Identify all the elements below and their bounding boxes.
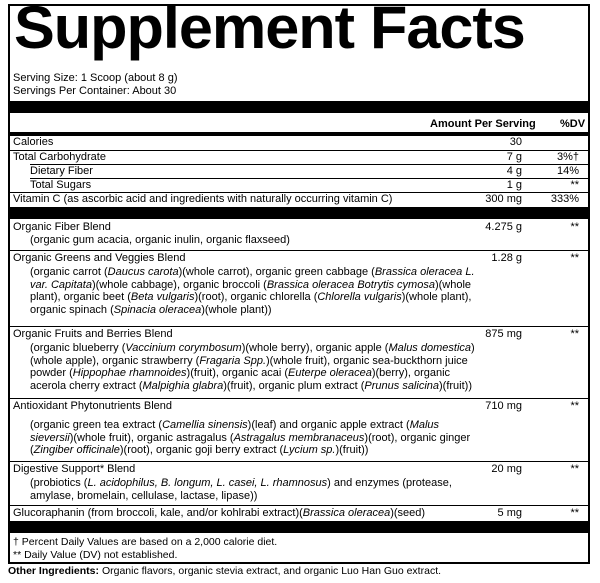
blend-ingredients: (organic blueberry (Vaccinium corymbosum)(whole berry), organic apple (Malus domestica)(whole apple), organic strawberry (Fragaria Spp.)(whole fruit), organic sea-buckthorn juice powder (Hippophae rhamnoides)(fruit), organic acai (Euterpe oleracea)(berry), organic acerola cherry extract (Malpighia glabra)(fruit), organic plum extract (Prunus salicina)(fruit)) — [30, 342, 475, 392]
other-ingredients-text: Organic flavors, organic stevia extract, and organic Luo Han Guo extract. — [101, 565, 442, 577]
row-amount: 300 mg — [485, 193, 522, 205]
amount-header: Amount Per Serving — [430, 118, 536, 130]
blend-row — [10, 221, 588, 248]
blend-row — [10, 400, 588, 462]
blend-ingredients: (organic carrot (Daucus carota)(whole carrot), organic green cabbage (Brassica oleracea L. var. Capitata)(whole cabbage), organic broccoli (Brassica oleracea Botrytis cymosa)(whole plant), organic beet (Beta vulgaris)(root), organic chlorella (Chlorella vulgaris)(whole plant), organic spinach (Spinacia oleracea)(whole plant)) — [30, 266, 475, 316]
other-ingredients — [8, 565, 441, 578]
blend-amount: 875 mg — [485, 328, 522, 340]
blend-row — [10, 328, 588, 398]
blend-name: Antioxidant Phytonutrients Blend — [13, 400, 172, 412]
total-sugars-row — [10, 179, 588, 192]
blend-dv: ** — [570, 328, 579, 340]
row-dv: ** — [570, 179, 579, 191]
blend-name: Digestive Support* Blend — [13, 463, 136, 475]
row-dv: 333% — [550, 193, 579, 205]
row-amount: 4 g — [506, 165, 522, 177]
row-amount: 30 — [509, 136, 522, 148]
blend-name: Organic Fiber Blend — [13, 221, 111, 233]
row-dv: 3%† — [556, 151, 579, 163]
row-amount: 1 g — [506, 179, 522, 191]
blend-row — [10, 252, 588, 324]
blend-dv: ** — [570, 221, 579, 233]
blend-ingredients: (organic green tea extract (Camellia sinensis)(leaf) and organic apple extract (Malus sieversii)(whole fruit), organic astragalus (Astragalus membranaceus)(root), organic ginger (Zingiber officinale)(root), organic goji berry extract (Lycium sp.)(fruit)) — [30, 419, 471, 456]
calories-row — [10, 136, 588, 149]
row-divider — [10, 326, 588, 327]
total-carbohydrate-row — [10, 151, 588, 164]
row-label: Vitamin C (as ascorbic acid and ingredients with naturally occurring vitamin C) — [13, 193, 393, 205]
glucoraphanin-row — [10, 507, 588, 520]
serving-size: Serving Size: 1 Scoop (about 8 g) — [13, 72, 178, 84]
panel-title: Supplement Facts — [14, 0, 525, 61]
row-dv: 14% — [556, 165, 579, 177]
row-divider — [10, 250, 588, 251]
row-dv: ** — [570, 507, 579, 519]
column-header — [10, 117, 588, 131]
row-divider — [10, 398, 588, 399]
blend-ingredients: (organic gum acacia, organic inulin, organic flaxseed) — [30, 234, 290, 246]
servings-per-container: Servings Per Container: About 30 — [13, 85, 177, 97]
row-divider — [10, 505, 588, 506]
blend-dv: ** — [570, 252, 579, 264]
blend-amount: 1.28 g — [491, 252, 522, 264]
row-label: Glucoraphanin (from broccoli, kale, and/or kohlrabi extract)(Brassica oleracea)(seed) — [13, 507, 426, 519]
row-label: Calories — [13, 136, 54, 148]
dv-header: %DV — [560, 118, 586, 130]
blend-dv: ** — [570, 463, 579, 475]
row-amount: 5 mg — [497, 507, 522, 519]
other-ingredients-label: Other Ingredients: — [8, 565, 100, 577]
thick-divider — [10, 207, 588, 219]
blend-row — [10, 463, 588, 505]
blend-dv: ** — [570, 400, 579, 412]
blend-name: Organic Greens and Veggies Blend — [13, 252, 186, 264]
blend-amount: 20 mg — [491, 463, 522, 475]
row-amount: 7 g — [506, 151, 522, 163]
blend-ingredients: (probiotics (L. acidophilus, B. longum, L. casei, L. rhamnosus) and enzymes (protease, amylase, bromelain, cellulase, lactase, lipase)) — [30, 477, 452, 502]
thick-divider — [10, 101, 588, 113]
vitamin-c-row — [10, 193, 588, 206]
blend-amount: 4.275 g — [485, 221, 522, 233]
footnote-dv-not-established: ** Daily Value (DV) not established. — [13, 549, 178, 561]
supplement-facts-panel — [8, 0, 590, 564]
dietary-fiber-row — [10, 165, 588, 178]
blend-amount: 710 mg — [485, 400, 522, 412]
footnote-percent-dv: † Percent Daily Values are based on a 2,000 calorie diet. — [13, 536, 278, 548]
blend-name: Organic Fruits and Berries Blend — [13, 328, 173, 340]
row-label: Total Sugars — [30, 179, 92, 191]
thick-divider — [10, 521, 588, 533]
row-label: Dietary Fiber — [30, 165, 93, 177]
row-divider — [10, 461, 588, 462]
row-label: Total Carbohydrate — [13, 151, 106, 163]
